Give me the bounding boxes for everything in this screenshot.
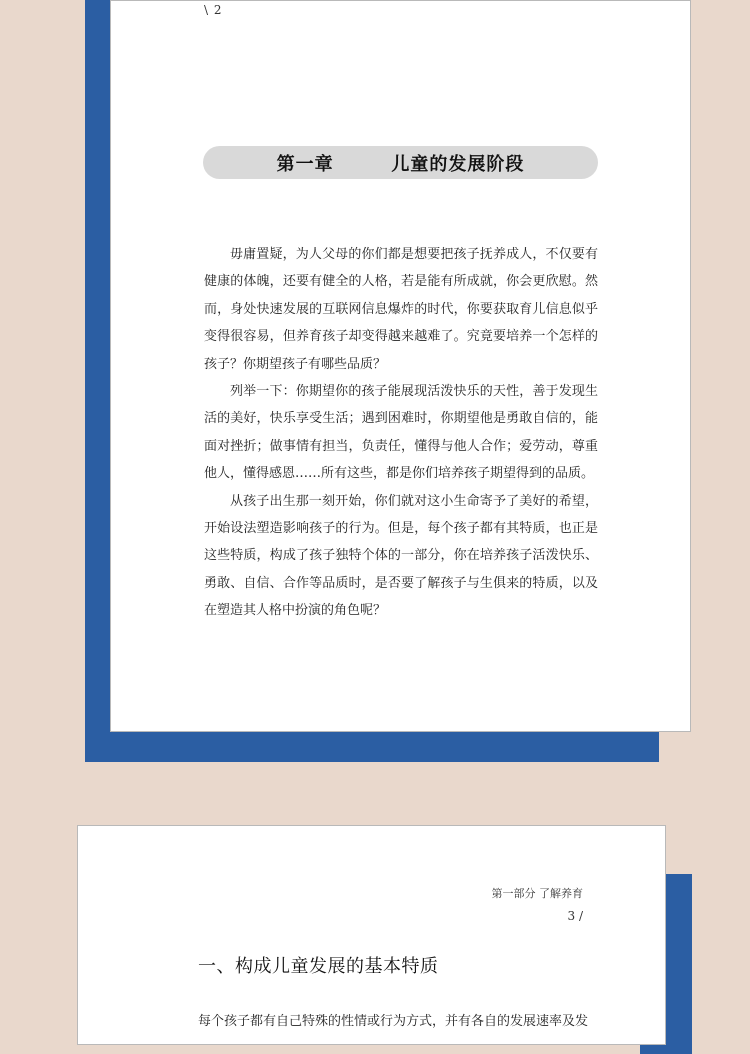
running-header — [492, 883, 584, 927]
chapter-banner — [203, 146, 598, 179]
section-body-line: 每个孩子都有自己特殊的性情或行为方式，并有各自的发展速率及发 — [198, 1014, 589, 1029]
chapter-title: 第一章 儿童的发展阶段 — [276, 153, 525, 175]
paragraph-2: 列举一下：你期望你的孩子能展现活泼快乐的天性，善于发现生活的美好，快乐享受生活；遇到困难时，你期望他是勇敢自信的，能面对挫折；做事情有担当，负责任，懂得与他人合作；爱劳动，尊重他人，懂得感恩……所有这些，都是你们培养孩子期望得到的品质。 — [204, 384, 598, 482]
book-page-3 — [77, 825, 666, 1045]
page-number: 3 / — [567, 909, 583, 923]
page-number: \ 2 — [204, 3, 223, 17]
section-title: 一、构成儿童发展的基本特质 — [198, 956, 439, 977]
paragraph-3: 从孩子出生那一刻开始，你们就对这小生命寄予了美好的希望，开始设法塑造影响孩子的行为。但是，每个孩子都有其特质，也正是这些特质，构成了孩子独特个体的一部分，你在培养孩子活泼快乐、勇敢、自信、合作等品质时，是否要了解孩子与生俱来的特质，以及在塑造其人格中扮演的角色呢？ — [204, 493, 598, 619]
chapter-body — [204, 241, 598, 625]
book-page-2 — [110, 0, 691, 732]
paragraph-1: 毋庸置疑，为人父母的你们都是想要把孩子抚养成人，不仅要有健康的体魄，还要有健全的人格，若是能有所成就，你会更欣慰。然而，身处快速发展的互联网信息爆炸的时代，你要获取育儿信息似乎变得很容易，但养育孩子却变得越来越难了。究竟要培养一个怎样的孩子？你期望孩子有哪些品质？ — [204, 247, 598, 372]
part-title: 第一部分 了解养育 — [491, 887, 583, 900]
